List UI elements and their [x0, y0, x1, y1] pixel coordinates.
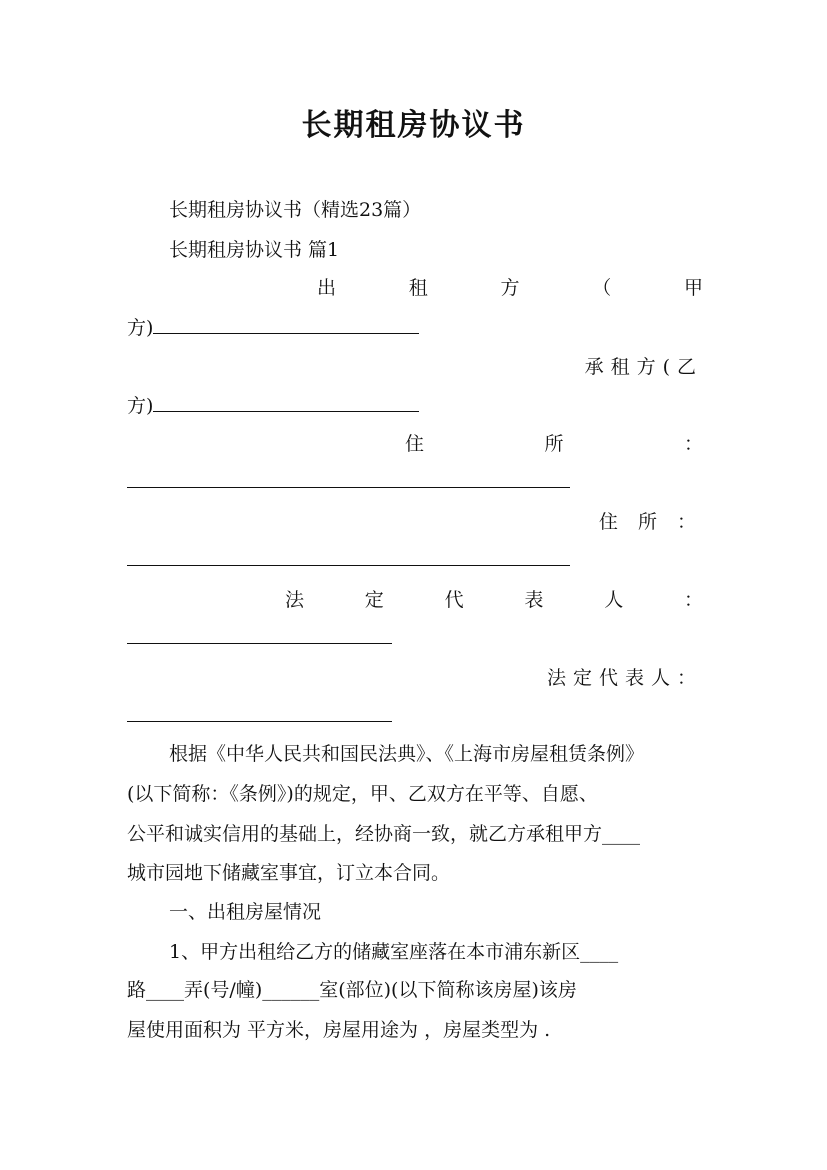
address2-blank: [127, 543, 570, 566]
lessor-char: 租: [408, 277, 428, 299]
lessee-blank-row: [127, 386, 703, 426]
address2-label: 住 所 ：: [598, 511, 703, 533]
lessor-name-blank: [153, 311, 419, 334]
clause1-line-2: 路____弄(号/幢)______室(部位)(以下简称该房屋)该房: [127, 979, 577, 1001]
para1-line-3: 公平和诚实信用的基础上，经协商一致，就乙方承租甲方____: [127, 823, 641, 845]
lessor-char: 甲: [683, 277, 703, 299]
legal-rep1-char: 法: [285, 589, 305, 611]
legal-rep1-label-row: [127, 580, 703, 620]
address1-char: 所: [544, 433, 564, 455]
lessor-label-row: [127, 268, 703, 308]
subtitle: 长期租房协议书（精选23篇）: [169, 199, 422, 221]
lessor-char: 方: [500, 277, 520, 299]
lessee-label: 承租方(乙: [584, 356, 703, 378]
lessee-end: 方): [127, 395, 154, 417]
address1-blank-row: [127, 462, 703, 502]
clause-heading: 一、出租房屋情况: [169, 901, 322, 923]
clause1-line-3: 屋使用面积为 平方米，房屋用途为 ，房屋类型为 .: [127, 1019, 551, 1041]
address1-char: 住: [405, 433, 425, 455]
legal-rep2-blank-row: [127, 696, 703, 736]
legal-rep2-label: 法定代表人：: [546, 667, 703, 689]
lessee-name-blank: [153, 389, 419, 412]
address1-char: ：: [683, 433, 703, 455]
legal-rep1-char: 代: [444, 589, 464, 611]
lessor-char: （: [592, 277, 612, 299]
document-title: 长期租房协议书: [301, 108, 526, 143]
legal-rep2-blank: [127, 699, 392, 722]
para1-line-4: 城市园地下储藏室事宜，订立本合同。: [127, 862, 451, 884]
section-heading: 长期租房协议书 篇1: [169, 239, 340, 261]
para1-line-2: (以下简称：《条例》)的规定，甲、乙双方在平等、自愿、: [127, 783, 598, 805]
lessor-blank-row: [127, 308, 703, 348]
para1-line-1: 根据《中华人民共和国民法典》、《上海市房屋租赁条例》: [169, 743, 645, 765]
legal-rep1-blank-row: [127, 618, 703, 658]
address1-blank: [127, 465, 570, 488]
lessor-char: 出: [317, 277, 337, 299]
legal-rep1-char: 定: [364, 589, 384, 611]
legal-rep1-char: 表: [524, 589, 544, 611]
clause1-line-1: 1、甲方出租给乙方的储藏室座落在本市浦东新区____: [169, 941, 619, 963]
lessor-end: 方): [127, 317, 154, 339]
address2-blank-row: [127, 540, 703, 580]
legal-rep1-blank: [127, 621, 392, 644]
address1-label-row: [127, 424, 703, 464]
legal-rep1-char: 人: [604, 589, 624, 611]
legal-rep1-char: ：: [683, 589, 703, 611]
